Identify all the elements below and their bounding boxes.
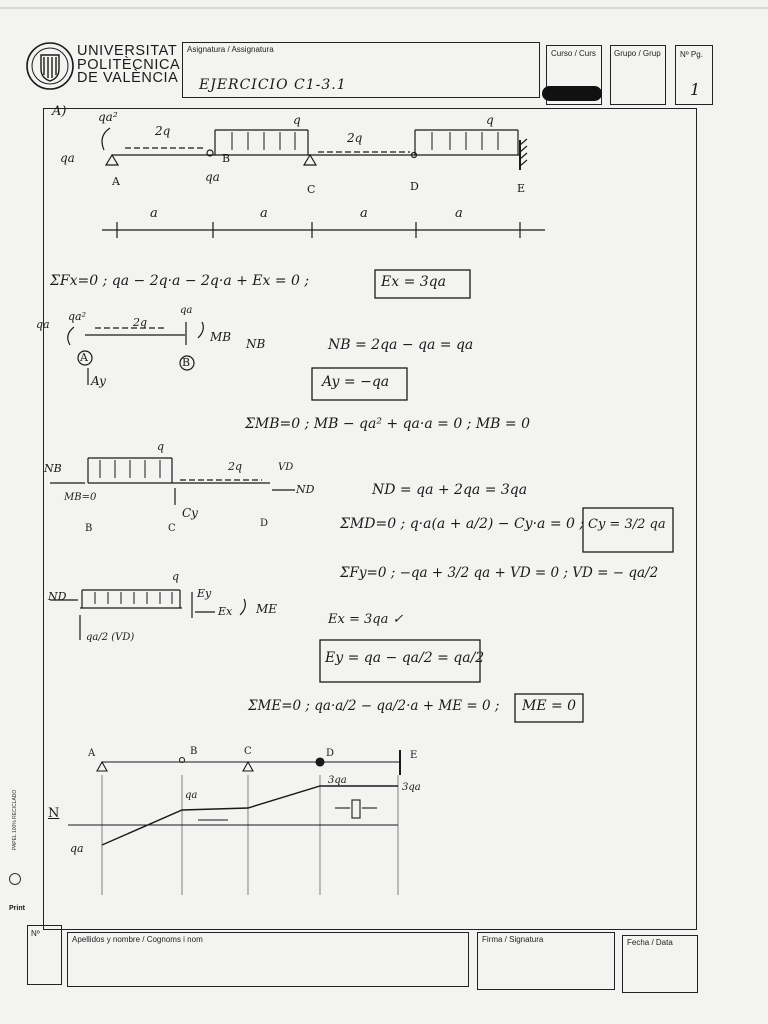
beam-load-moment: qa² [98, 110, 118, 124]
university-name [77, 45, 180, 86]
course-label: Curso / Curs [551, 49, 596, 58]
diagram-value-3qa-e: 3qa [402, 782, 421, 793]
university-line-1: UNIVERSITAT [77, 43, 178, 59]
fbd1-qa2-moment: qa² [68, 310, 87, 323]
result-ex: Ex = 3qa [381, 274, 446, 290]
subject-field [182, 42, 540, 98]
fbd1-node-a: A [80, 351, 88, 364]
support-e: E [517, 182, 526, 195]
support-a: A [112, 175, 120, 188]
fbd3-me: ME [256, 602, 278, 616]
fbd3-ex: Ex [218, 605, 233, 618]
span-a-2: a [260, 206, 268, 221]
page-number-label: Nº Pg. [680, 50, 703, 59]
fbd1-2q: 2q [133, 316, 148, 329]
footer-date-field [622, 935, 698, 993]
diagram-value-3qa-d: 3qa [328, 775, 347, 786]
result-me: ME = 0 [522, 698, 577, 714]
recycled-paper-note: PAPEL 100% RECICLADO [12, 789, 18, 850]
footer-signature-field [477, 932, 615, 990]
beam-load-q-de: q [486, 113, 494, 127]
recycle-icon [9, 873, 21, 885]
span-a-1: a [150, 206, 158, 221]
support-c: C [307, 183, 316, 196]
beam-load-2q-left: 2q [155, 124, 171, 138]
result-cy: Cy = 3/2 qa [588, 517, 666, 532]
result-ay: Ay = −qa [322, 374, 390, 390]
page-number-value: 1 [690, 80, 701, 99]
group-field [610, 45, 666, 105]
fbd1-qa-axial: qa [36, 318, 50, 331]
beam-load-qa-axial: qa [60, 151, 75, 165]
print-mark: Print [9, 905, 25, 912]
page-number-field [675, 45, 713, 105]
equation-sum-me: ΣME=0 ; qa·a/2 − qa/2·a + ME = 0 ; [248, 698, 500, 714]
part-label: A) [52, 104, 67, 119]
footer-name-label: Apellidos y nombre / Cognoms i nom [72, 935, 203, 944]
equation-sum-md: ΣMD=0 ; q·a(a + a/2) − Cy·a = 0 ; [340, 516, 585, 532]
beam-load-qa-vertical: qa [205, 170, 220, 184]
subject-value: EJERCICIO C1-3.1 [199, 77, 347, 93]
fbd2-2q: 2q [228, 460, 243, 473]
equation-sum-mb: ΣMB=0 ; MB − qa² + qa·a = 0 ; MB = 0 [245, 416, 531, 432]
result-ey: Ey = qa − qa/2 = qa/2 [325, 650, 485, 666]
fbd2-node-b: B [85, 523, 93, 534]
fbd1-ay: Ay [91, 374, 106, 388]
diagram-value-qa-mid: qa [185, 790, 198, 801]
equation-sum-fx: ΣFx=0 ; qa − 2q·a − 2q·a + Ex = 0 ; [50, 273, 310, 289]
support-d: D [410, 180, 419, 193]
diagram-axis-n: N [48, 806, 60, 821]
equation-nb: NB = 2qa − qa = qa [328, 337, 474, 353]
footer-number-field [27, 925, 62, 985]
diagram-node-b: B [190, 746, 198, 757]
fbd2-nb: NB [44, 462, 62, 475]
support-b: B [222, 152, 231, 165]
span-a-4: a [455, 206, 463, 221]
fbd1-nb: NB [246, 337, 266, 351]
footer-name-field [67, 932, 469, 987]
fbd1-node-b: B [182, 356, 191, 369]
course-field [546, 45, 602, 105]
fbd3-nd: ND [48, 590, 67, 603]
beam-load-2q-right: 2q [347, 131, 363, 145]
diagram-node-a: A [88, 748, 96, 759]
fbd2-cy: Cy [182, 506, 198, 520]
fbd2-vd: VD [278, 462, 294, 473]
fbd3-vd: qa/2 (VD) [86, 632, 135, 643]
group-label: Grupo / Grup [614, 49, 661, 58]
fbd3-q: q [172, 570, 180, 583]
fbd3-ey: Ey [197, 587, 212, 600]
diagram-node-e: E [410, 750, 418, 761]
footer-number-label: Nº [31, 929, 40, 938]
span-a-3: a [360, 206, 368, 221]
diagram-value-qa-left: qa [70, 842, 84, 855]
university-line-3: DE VALÈNCIA [77, 70, 179, 86]
university-seal-logo [27, 43, 73, 89]
subject-label: Asignatura / Assignatura [187, 45, 274, 54]
fbd2-node-c: C [168, 523, 176, 534]
diagram-node-c: C [244, 746, 252, 757]
fbd1-mb: MB [210, 330, 232, 344]
footer-date-label: Fecha / Data [627, 938, 673, 947]
redacted-mark [542, 86, 602, 101]
fbd1-qa-vertical: qa [180, 305, 193, 316]
university-line-2: POLITÈCNICA [77, 56, 181, 73]
diagram-node-d: D [326, 748, 335, 759]
beam-load-q-bc: q [293, 113, 301, 127]
footer-signature-label: Firma / Signatura [482, 935, 544, 944]
equation-ex-check: Ex = 3qa ✓ [328, 612, 404, 627]
fbd2-mb0: MB=0 [64, 492, 97, 503]
fbd2-q: q [157, 440, 165, 453]
fbd2-node-d: D [260, 518, 269, 529]
fbd2-nd: ND [296, 483, 315, 496]
equation-nd: ND = qa + 2qa = 3qa [372, 482, 528, 498]
equation-sum-fy: ΣFy=0 ; −qa + 3/2 qa + VD = 0 ; VD = − qa/2 [340, 565, 659, 581]
